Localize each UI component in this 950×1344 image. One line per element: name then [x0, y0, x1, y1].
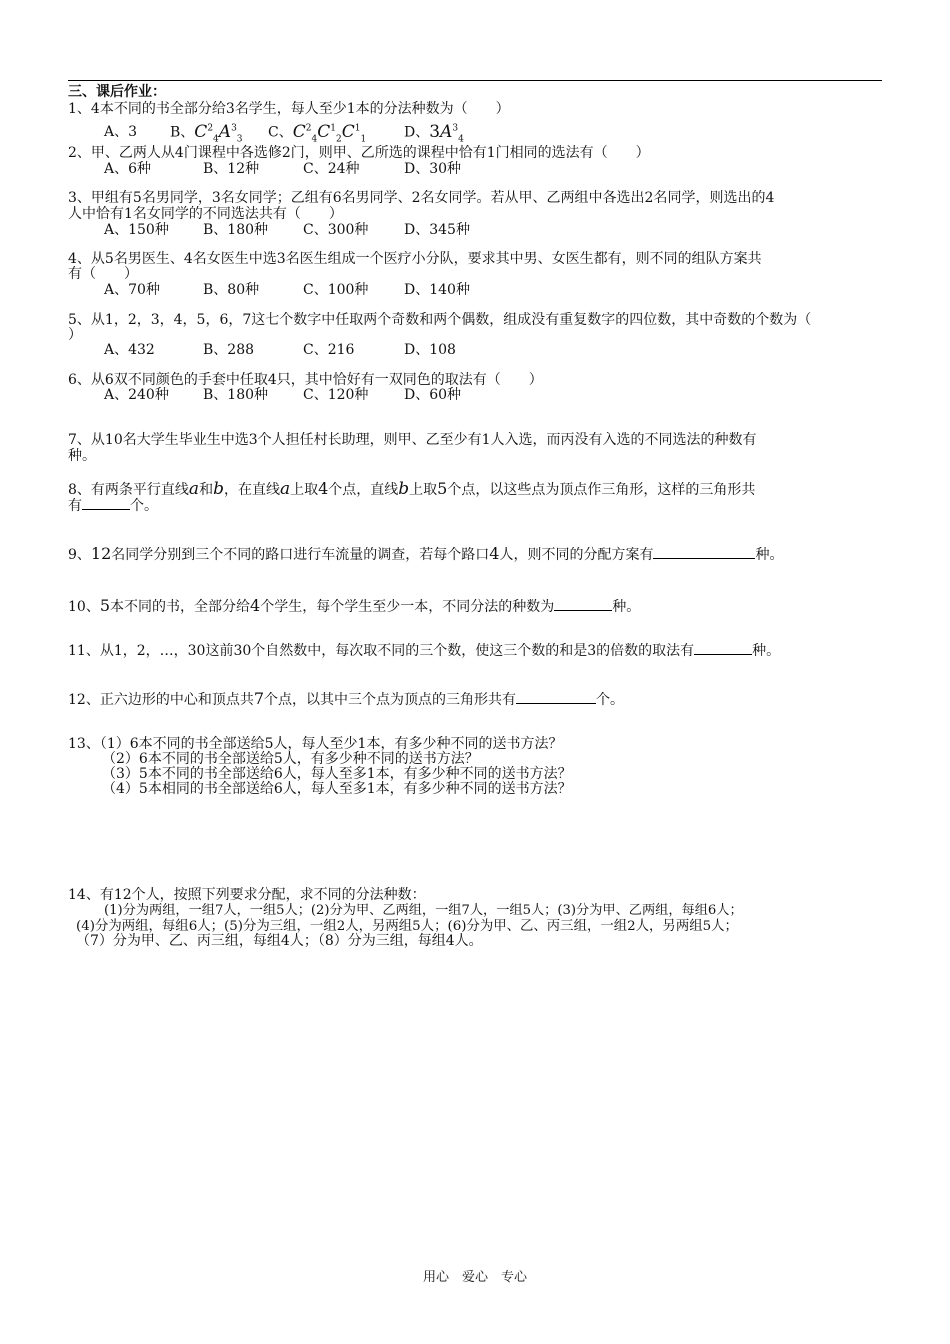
question-14-line-4: （7）分为甲、乙、丙三组，每组4人；（8）分为三组，每组4人。 — [76, 933, 483, 949]
q3-option-b: B、180种 — [203, 222, 269, 238]
q1-option-a: A、3 — [104, 124, 138, 140]
q6-option-d: D、60种 — [404, 387, 462, 403]
question-14-stem: 14、有12个人，按照下列要求分配，求不同的分法种数： — [68, 887, 426, 903]
question-8-line-1: 8、有两条平行直线a和b，在直线a上取4个点，直线b上取5个点，以这些点为顶点作三角形，这样的三角形共 — [68, 479, 756, 499]
question-7-line-2: 种。 — [68, 448, 96, 464]
question-6-stem: 6、从6双不同颜色的手套中任取4只，其中恰好有一双同色的取法有（ ） — [68, 372, 543, 388]
q5-option-d: D、108 — [404, 342, 456, 358]
answer-blank — [694, 642, 752, 655]
q5-option-a: A、432 — [104, 342, 155, 358]
q4-option-b: B、80种 — [203, 282, 260, 298]
answer-blank — [554, 598, 612, 611]
q4-option-d: D、140种 — [404, 282, 470, 298]
q1-b-formula: $C^2_4A^3_3$ — [194, 121, 243, 145]
q5-option-c: C、216 — [303, 342, 355, 358]
question-14-line-2: (1)分为两组，一组7人，一组5人；(2)分为甲、乙两组，一组7人，一组5人；(3)分为甲、乙两组，每组6人； — [104, 903, 743, 918]
q6-option-b: B、180种 — [203, 387, 269, 403]
q2-option-d: D、30种 — [404, 161, 462, 177]
q5-option-b: B、288 — [203, 342, 255, 358]
section-title: 三、课后作业： — [68, 84, 166, 100]
question-4-line-1: 4、从5名男医生、4名女医生中选3名医生组成一个医疗小分队，要求其中男、女医生都有，则不同的组队方案共 — [68, 251, 762, 267]
q6-option-a: A、240种 — [104, 387, 169, 403]
question-13-part-3: （3）5本不同的书全部送给6人，每人至多1本，有多少种不同的送书方法？ — [102, 766, 572, 782]
q1-d-formula: $3A^3_4$ — [429, 121, 464, 145]
question-13-part-4: （4）5本相同的书全部送给6人，每人至多1本，有多少种不同的送书方法？ — [102, 781, 572, 797]
q1-option-d: D、$3A^3_4$ — [404, 121, 464, 145]
question-3-line-2: 人中恰有1名女同学的不同选法共有（ ） — [68, 206, 343, 222]
q3-option-d: D、345种 — [404, 222, 470, 238]
question-5-line-2: ） — [68, 327, 82, 343]
question-14-line-3: (4)分为两组，每组6人；(5)分为三组，一组2人，另两组5人；(6)分为甲、乙、丙三组，一组2人，另两组5人； — [76, 919, 738, 934]
header-rule — [68, 80, 882, 81]
answer-blank — [82, 497, 130, 510]
q2-option-b: B、12种 — [203, 161, 260, 177]
q3-option-a: A、150种 — [104, 222, 169, 238]
question-13-part-1: 13、（1）6本不同的书全部送给5人，每人至少1本，有多少种不同的送书方法？ — [68, 736, 563, 752]
q4-option-a: A、70种 — [104, 282, 160, 298]
q1-option-b: B、$C^2_4A^3_3$ — [170, 121, 243, 145]
question-10: 10、5本不同的书，全部分给4个学生，每个学生至少一本，不同分法的种数为 种。 — [68, 596, 641, 615]
question-2-stem: 2、甲、乙两人从4门课程中各选修2门，则甲、乙所选的课程中恰有1门相同的选法有（ ） — [68, 145, 650, 161]
answer-blank — [516, 691, 596, 704]
question-13-part-2: （2）6本不同的书全部送给5人，有多少种不同的送书方法？ — [102, 751, 479, 767]
q2-option-c: C、24种 — [303, 161, 360, 177]
question-7-line-1: 7、从10名大学生毕业生中选3个人担任村长助理，则甲、乙至少有1人入选，而丙没有入选的不同选法的种数有 — [68, 432, 757, 448]
question-1-stem: 1、4本不同的书全部分给3名学生，每人至少1本的分法种数为（ ） — [68, 101, 510, 117]
answer-blank — [653, 546, 755, 559]
question-12: 12、正六边形的中心和顶点共7个点，以其中三个点为顶点的三角形共有 个。 — [68, 689, 625, 708]
q1-c-formula: $C^2_4C^1_2C^1_1$ — [292, 121, 367, 145]
question-4-line-2: 有（ ） — [68, 266, 138, 282]
q1-option-c: C、$C^2_4C^1_2C^1_1$ — [268, 121, 367, 145]
page-footer: 用心 爱心 专心 — [422, 1270, 527, 1285]
q4-option-c: C、100种 — [303, 282, 369, 298]
question-9: 9、12名同学分别到三个不同的路口进行车流量的调查，若每个路口4人，则不同的分配方案有 种。 — [68, 544, 784, 563]
question-3-line-1: 3、甲组有5名男同学，3名女同学；乙组有6名男同学、2名女同学。若从甲、乙两组中各选出2名同学，则选出的4 — [68, 190, 775, 206]
question-8-line-2: 有 个。 — [68, 498, 158, 514]
q6-option-c: C、120种 — [303, 387, 369, 403]
q2-option-a: A、6种 — [104, 161, 152, 177]
question-5-line-1: 5、从1，2，3，4，5，6，7这七个数字中任取两个奇数和两个偶数，组成没有重复数字的四位数，其中奇数的个数为（ — [68, 312, 812, 328]
q3-option-c: C、300种 — [303, 222, 369, 238]
question-11: 11、从1，2，…，30这前30个自然数中，每次取不同的三个数，使这三个数的和是3的倍数的取法有 种。 — [68, 643, 781, 659]
